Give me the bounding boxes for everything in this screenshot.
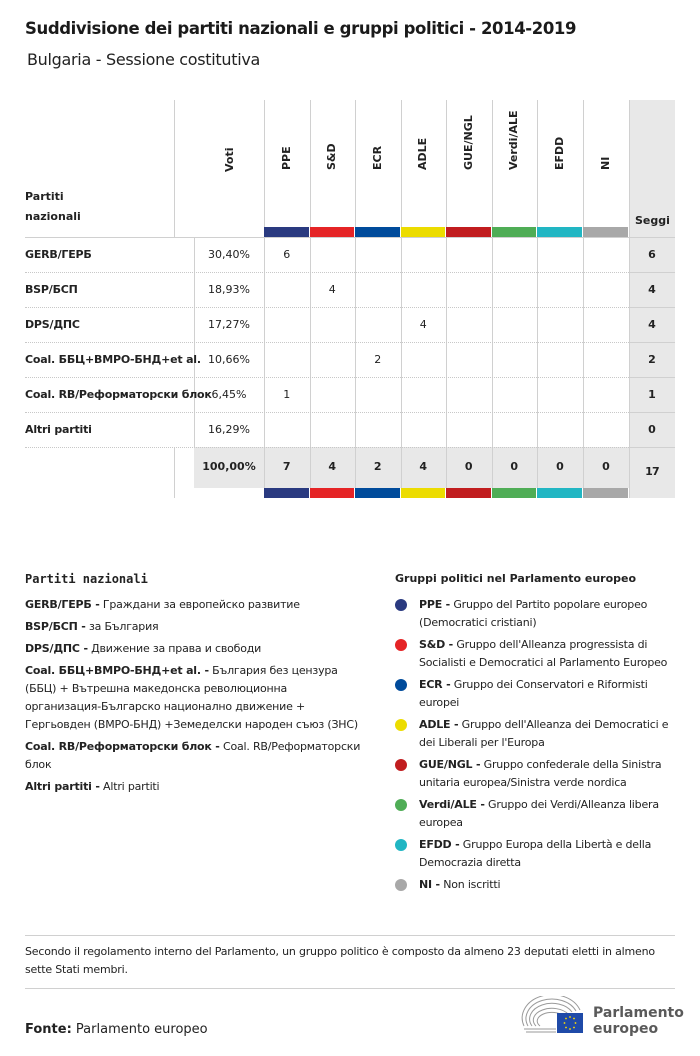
group-seats-total: 4 — [419, 460, 428, 473]
row-separator — [629, 377, 675, 378]
group-color-bar — [355, 488, 400, 498]
groups-legend — [395, 596, 685, 898]
seats-column-header: Seggi — [635, 214, 670, 227]
group-color-bar — [310, 488, 355, 498]
votes-column-header: Voti — [223, 147, 236, 172]
parliament-logo — [520, 996, 584, 1036]
group-color-bar — [446, 488, 491, 498]
grand-total-seats: 17 — [645, 465, 659, 478]
row-seats-total: 4 — [648, 283, 656, 296]
party-legend-code: Altri partiti - — [25, 780, 100, 793]
parties-legend-title: Partiti nazionali — [25, 572, 148, 586]
color-dot-icon — [395, 679, 407, 691]
row-separator — [25, 272, 629, 273]
group-seats-total: 4 — [328, 460, 337, 473]
party-name: GERB/ГЕРБ — [25, 248, 92, 261]
party-column-header: Partiti nazionali — [25, 190, 81, 223]
divider — [174, 100, 175, 237]
group-legend-item — [395, 636, 685, 672]
group-seats-total: 7 — [282, 460, 291, 473]
seat-cell: 6 — [283, 248, 291, 261]
party-legend-desc: за България — [88, 620, 159, 633]
group-legend-desc: Gruppo dei Verdi/Alleanza libera europea — [419, 798, 659, 829]
groups-legend-title: Gruppi politici nel Parlamento europeo — [395, 572, 637, 585]
group-seats-total: 0 — [556, 460, 564, 473]
group-header-guengl: GUE/NGL — [461, 115, 475, 170]
group-legend-desc: Gruppo confederale della Sinistra unitaria europea/Sinistra verde nordica — [419, 758, 662, 789]
seat-cell: 1 — [283, 388, 291, 401]
footer-divider-bottom — [25, 988, 675, 989]
row-separator — [629, 412, 675, 413]
group-legend-item — [395, 676, 685, 712]
row-separator — [25, 447, 629, 448]
group-seats-total: 0 — [510, 460, 519, 473]
row-separator — [25, 377, 629, 378]
column-divider — [583, 100, 584, 498]
seat-cell: 4 — [419, 318, 427, 331]
group-color-bar — [401, 488, 446, 498]
group-color-bar — [264, 227, 309, 237]
divider — [174, 447, 175, 498]
group-color-bar — [264, 488, 309, 498]
group-header-efdd: EFDD — [553, 136, 566, 170]
group-color-bar — [537, 227, 582, 237]
party-legend-desc: Граждани за европейско развитие — [102, 598, 300, 611]
color-dot-icon — [395, 799, 407, 811]
group-seats-total: 0 — [602, 460, 610, 473]
row-seats-total: 6 — [648, 248, 656, 261]
party-legend-desc: Движение за права и свободи — [91, 642, 262, 655]
row-separator — [629, 342, 675, 343]
votes-value: 10,66% — [208, 353, 250, 366]
row-separator — [629, 272, 675, 273]
row-seats-total: 1 — [648, 388, 656, 401]
group-seats-total: 0 — [464, 460, 473, 473]
group-legend-code: EFDD - — [419, 838, 460, 851]
group-legend-desc: Gruppo dell'Alleanza dei Democratici e dei Liberali per l'Europa — [419, 718, 669, 749]
party-legend-code: Coal. ББЦ+ВМРО-БНД+et al. - — [25, 664, 209, 677]
group-header-sd: S&D — [325, 143, 339, 170]
votes-total: 100,00% — [202, 460, 256, 473]
color-dot-icon — [395, 639, 407, 651]
party-name: Coal. RB/Реформаторски блок — [25, 388, 212, 401]
party-legend-code: BSP/БСП - — [25, 620, 86, 633]
group-legend-item — [395, 756, 685, 792]
group-legend-item — [395, 716, 685, 752]
row-separator — [25, 307, 629, 308]
party-legend-item — [25, 640, 365, 658]
group-legend-item — [395, 876, 685, 894]
group-legend-code: NI - — [419, 878, 440, 891]
group-header-ppe: PPE — [279, 146, 293, 170]
column-divider — [629, 100, 630, 498]
row-seats-total: 2 — [648, 353, 656, 366]
group-color-bar — [446, 227, 491, 237]
party-legend-item — [25, 596, 365, 614]
party-legend-desc: Altri partiti — [103, 780, 160, 793]
votes-value: 17,27% — [208, 318, 250, 331]
party-legend-item — [25, 662, 365, 734]
group-legend-item — [395, 596, 685, 632]
color-dot-icon — [395, 839, 407, 851]
group-legend-desc: Gruppo Europa della Libertà e della Democrazia diretta — [419, 838, 652, 869]
party-name: DPS/ДПС — [25, 318, 80, 331]
group-legend-code: S&D - — [419, 638, 454, 651]
party-legend-desc: България без цензура (ББЦ) + Вътрешна македонска революционна организация-Българско национално движение + Гергьовден (ВМРО-БНД) +Земеделски народен съюз (ЗНС) — [25, 664, 358, 731]
group-color-bar — [537, 488, 582, 498]
column-divider — [446, 100, 447, 498]
party-name: Coal. ББЦ+ВМРО-БНД+et al. — [25, 353, 201, 366]
header-bottom-line — [25, 237, 675, 238]
group-header-ni: NI — [599, 156, 612, 170]
party-legend-item — [25, 778, 365, 796]
group-legend-code: ADLE - — [419, 718, 459, 731]
column-divider — [492, 100, 493, 498]
color-dot-icon — [395, 719, 407, 731]
group-legend-code: ECR - — [419, 678, 451, 691]
color-dot-icon — [395, 599, 407, 611]
party-legend-item — [25, 618, 365, 636]
seats-column-bg — [629, 100, 675, 498]
group-legend-code: GUE/NGL - — [419, 758, 481, 771]
party-name: BSP/БСП — [25, 283, 78, 296]
column-divider — [355, 100, 356, 498]
group-seats-total: 2 — [373, 460, 382, 473]
row-seats-total: 4 — [648, 318, 656, 331]
votes-value: 30,40% — [208, 248, 250, 261]
seat-cell: 2 — [374, 353, 382, 366]
group-header-verdiale: Verdi/ALE — [507, 110, 521, 170]
source — [25, 1022, 208, 1037]
group-color-bar — [583, 227, 628, 237]
footer-divider-top — [25, 935, 675, 936]
row-separator — [25, 412, 629, 413]
parties-legend — [25, 596, 365, 800]
group-legend-desc: Gruppo dell'Alleanza progressista di Socialisti e Democratici al Parlamento Europeo — [419, 638, 668, 669]
row-separator — [629, 307, 675, 308]
party-legend-code: GERB/ГЕРБ - — [25, 598, 100, 611]
group-legend-code: PPE - — [419, 598, 451, 611]
source-value: Parlamento europeo — [75, 1022, 208, 1037]
votes-value: 18,93% — [208, 283, 250, 296]
column-divider — [264, 100, 265, 498]
party-legend-code: DPS/ДПС - — [25, 642, 88, 655]
group-legend-item — [395, 796, 685, 832]
color-dot-icon — [395, 879, 407, 891]
group-legend-desc: Gruppo del Partito popolare europeo (Democratici cristiani) — [419, 598, 648, 629]
group-legend-desc: Gruppo dei Conservatori e Riformisti europei — [419, 678, 648, 709]
group-header-adle: ADLE — [416, 137, 430, 170]
group-color-bar — [401, 227, 446, 237]
party-legend-item — [25, 738, 365, 774]
footnote: Secondo il regolamento interno del Parlamento, un gruppo politico è composto da almeno 23 deputati eletti in almeno sette Stati membri. — [25, 945, 655, 976]
group-header-ecr: ECR — [370, 145, 384, 170]
votes-value: 16,29% — [208, 423, 250, 436]
row-separator — [629, 447, 675, 448]
column-divider — [401, 100, 402, 498]
group-color-bar — [583, 488, 628, 498]
party-legend-code: Coal. RB/Реформаторски блок - — [25, 740, 220, 753]
column-divider — [537, 100, 538, 498]
seat-cell: 4 — [328, 283, 336, 296]
group-legend-desc: Non iscritti — [443, 878, 501, 891]
column-divider — [310, 100, 311, 498]
row-separator — [25, 342, 629, 343]
group-legend-item — [395, 836, 685, 872]
source-label: Fonte: — [25, 1022, 72, 1037]
party-legend-desc: Coal. RB/Реформаторски блок — [25, 740, 361, 771]
votes-value: 6,45% — [211, 388, 247, 401]
color-dot-icon — [395, 759, 407, 771]
group-color-bar — [492, 488, 537, 498]
page-subtitle: Bulgaria - Sessione costitutiva — [27, 50, 261, 69]
page-title: Suddivisione dei partiti nazionali e gruppi politici - 2014-2019 — [25, 19, 577, 38]
group-legend-code: Verdi/ALE - — [419, 798, 485, 811]
group-color-bar — [310, 227, 355, 237]
group-color-bar — [492, 227, 537, 237]
row-seats-total: 0 — [648, 423, 656, 436]
group-color-bar — [355, 227, 400, 237]
hemicycle-icon — [520, 996, 584, 1036]
party-name: Altri partiti — [25, 423, 92, 436]
logo-text: Parlamento europeo — [593, 1005, 684, 1037]
